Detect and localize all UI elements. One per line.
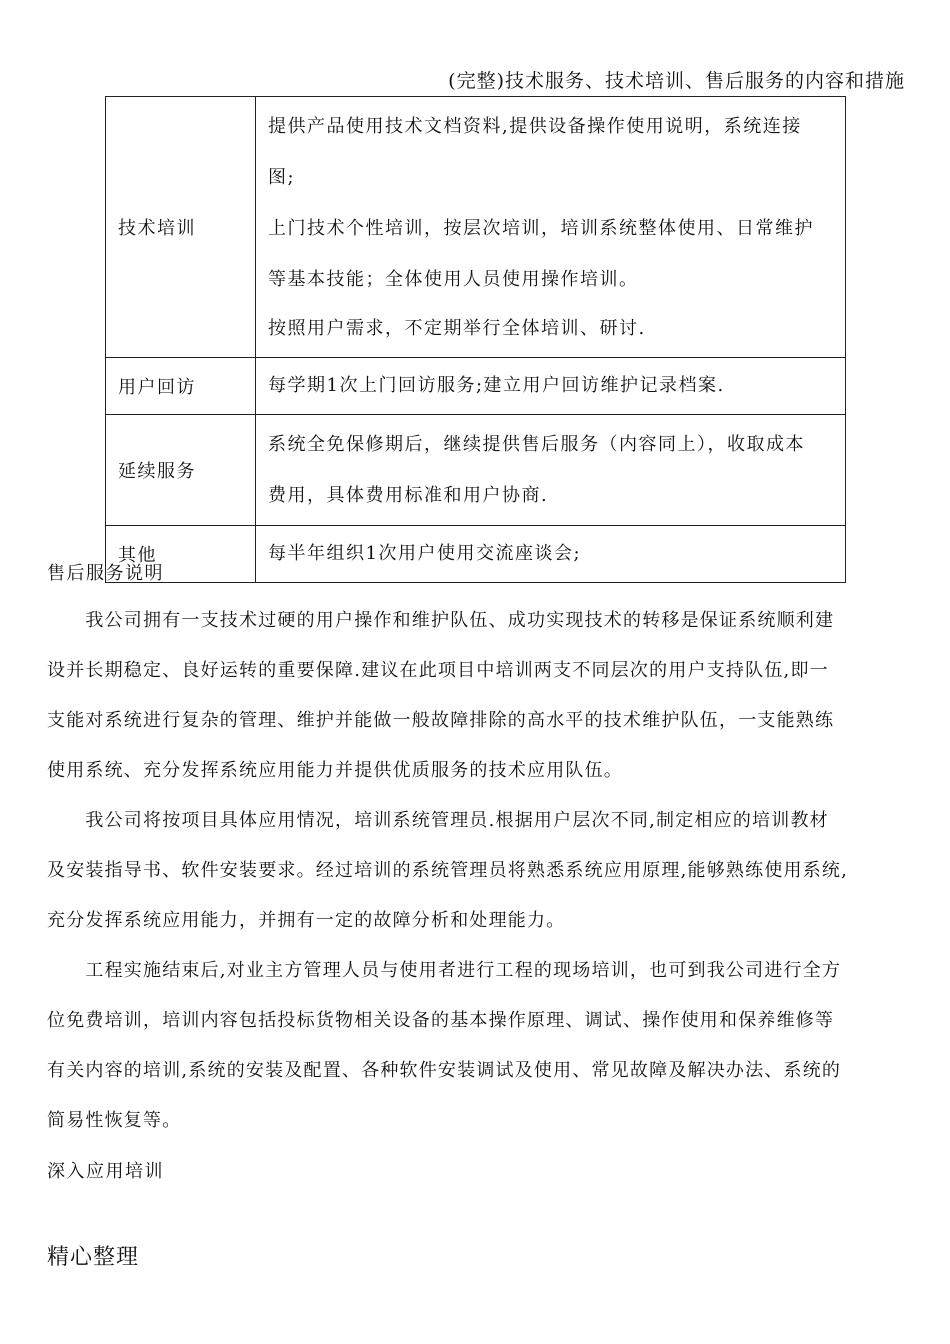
paragraph-line: 有关内容的培训,系统的安装及配置、各种软件安装调试及使用、常见故障及解决办法、系统的: [47, 1060, 842, 1081]
paragraph: [47, 596, 907, 796]
row-label: 其他: [106, 526, 256, 583]
paragraph-line: 充分发挥系统应用能力，并拥有一定的故障分析和处理能力。: [47, 910, 566, 931]
table-row: [106, 97, 846, 358]
content-line: 每学期1次上门回访服务;建立用户回访维护记录档案.: [268, 375, 725, 396]
table-row: [106, 358, 846, 415]
content-line: 等基本技能；全体使用人员使用操作培训。: [268, 269, 639, 290]
content-line: 按照用户需求，不定期举行全体培训、研讨.: [268, 318, 646, 339]
document-header-title: (完整)技术服务、技术培训、售后服务的内容和措施: [448, 70, 905, 92]
paragraph: [47, 946, 907, 1146]
row-content: [256, 358, 846, 415]
paragraph-line: 简易性恢复等。: [47, 1110, 182, 1131]
paragraph-line: 我公司拥有一支技术过硬的用户操作和维护队伍、成功实现技术的转移是保证系统顺利建: [47, 610, 835, 631]
paragraph-line: 设并长期稳定、良好运转的重要保障.建议在此项目中培训两支不同层次的用户支持队伍,即一: [47, 660, 829, 681]
section-title-advanced-training: 深入应用培训: [47, 1161, 164, 1182]
table-row: [106, 526, 846, 583]
footer-text: 精心整理: [47, 1245, 140, 1270]
paragraph-line: 支能对系统进行复杂的管理、维护并能做一般故障排除的高水平的技术维护队伍，一支能熟练: [47, 710, 835, 731]
paragraph-line: 工程实施结束后,对业主方管理人员与使用者进行工程的现场培训，也可到我公司进行全方: [47, 960, 842, 981]
content-line: 系统全免保修期后，继续提供售后服务（内容同上），收取成本: [268, 434, 805, 455]
paragraph-line: 位免费培训，培训内容包括投标货物相关设备的基本操作原理、调试、操作使用和保养维修等: [47, 1010, 835, 1031]
paragraph-line: 及安装指导书、软件安装要求。经过培训的系统管理员将熟悉系统应用原理,能够熟练使用系统,: [47, 860, 849, 881]
content-line: 图;: [268, 167, 296, 188]
row-content: [256, 526, 846, 583]
content-line: 费用，具体费用标准和用户协商.: [268, 485, 549, 506]
paragraph: [47, 796, 907, 946]
content-line: 每半年组织1次用户使用交流座谈会;: [268, 543, 582, 564]
row-label: 技术培训: [106, 97, 256, 358]
table-row: [106, 415, 846, 526]
content-line: 提供产品使用技术文档资料,提供设备操作使用说明，系统连接: [268, 116, 802, 137]
section-title-after-sales: 售后服务说明: [47, 563, 164, 584]
service-table: [105, 96, 846, 583]
row-label: 用户回访: [106, 358, 256, 415]
row-content: [256, 415, 846, 526]
content-line: 上门技术个性培训，按层次培训，培训系统整体使用、日常维护: [268, 218, 814, 239]
paragraph-line: 使用系统、充分发挥系统应用能力并提供优质服务的技术应用队伍。: [47, 760, 623, 781]
row-content: [256, 97, 846, 358]
row-label: 延续服务: [106, 415, 256, 526]
paragraph-line: 我公司将按项目具体应用情况，培训系统管理员.根据用户层次不同,制定相应的培训教材: [47, 810, 829, 831]
